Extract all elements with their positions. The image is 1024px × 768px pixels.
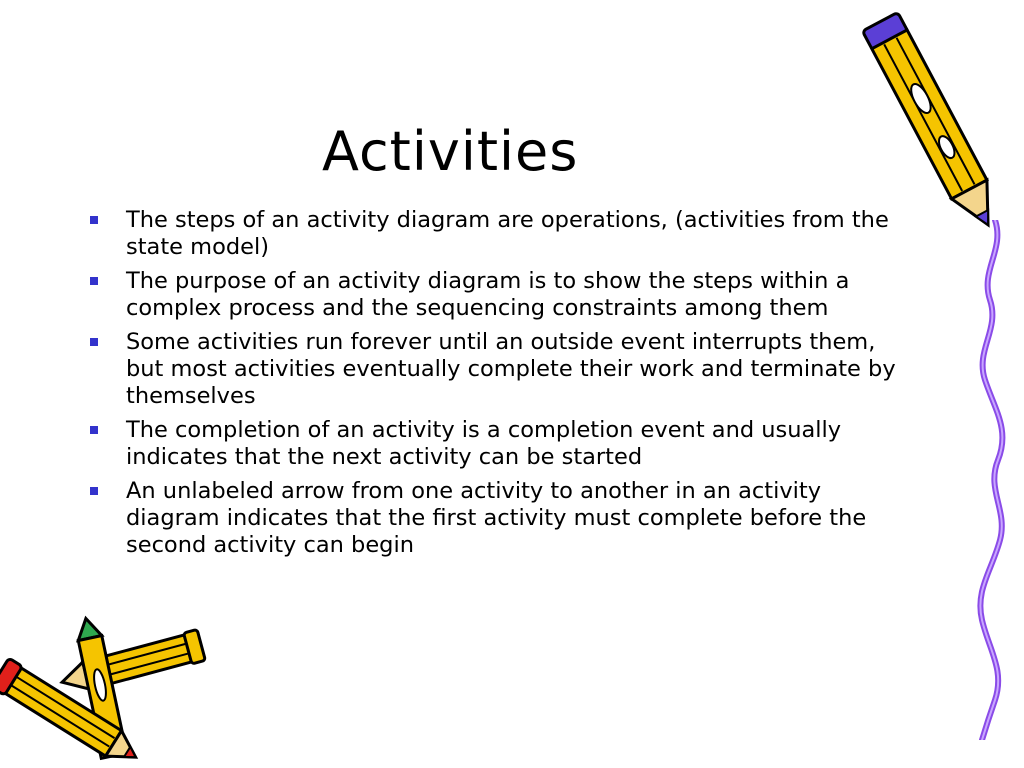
square-bullet-icon (90, 277, 98, 285)
bullet-item (88, 207, 918, 261)
bullet-text: The purpose of an activity diagram is to show the steps within a complex process and the sequencing constraints among them (126, 268, 850, 321)
square-bullet-icon (90, 216, 98, 224)
bullet-list (88, 207, 918, 566)
square-bullet-icon (90, 487, 98, 495)
bullet-item (88, 417, 918, 471)
bullet-text: The completion of an activity is a completion event and usually indicates that the next activity can be started (126, 417, 842, 470)
square-bullet-icon (90, 426, 98, 434)
square-bullet-icon (90, 338, 98, 346)
slide-title: Activities (322, 120, 579, 183)
bullet-text: Some activities run forever until an outside event interrupts them, but most activities eventually complete their work and terminate by themselves (126, 329, 896, 409)
bullet-item (88, 478, 918, 559)
bullet-item (88, 268, 918, 322)
squiggle-line-decoration (960, 220, 1020, 740)
pencils-icon-bottom-left (0, 615, 210, 768)
bullet-text: An unlabeled arrow from one activity to another in an activity diagram indicates that the first activity must complete before the second activity can begin (126, 478, 867, 558)
bullet-item (88, 329, 918, 410)
bullet-text: The steps of an activity diagram are operations, (activities from the state model) (126, 207, 889, 260)
